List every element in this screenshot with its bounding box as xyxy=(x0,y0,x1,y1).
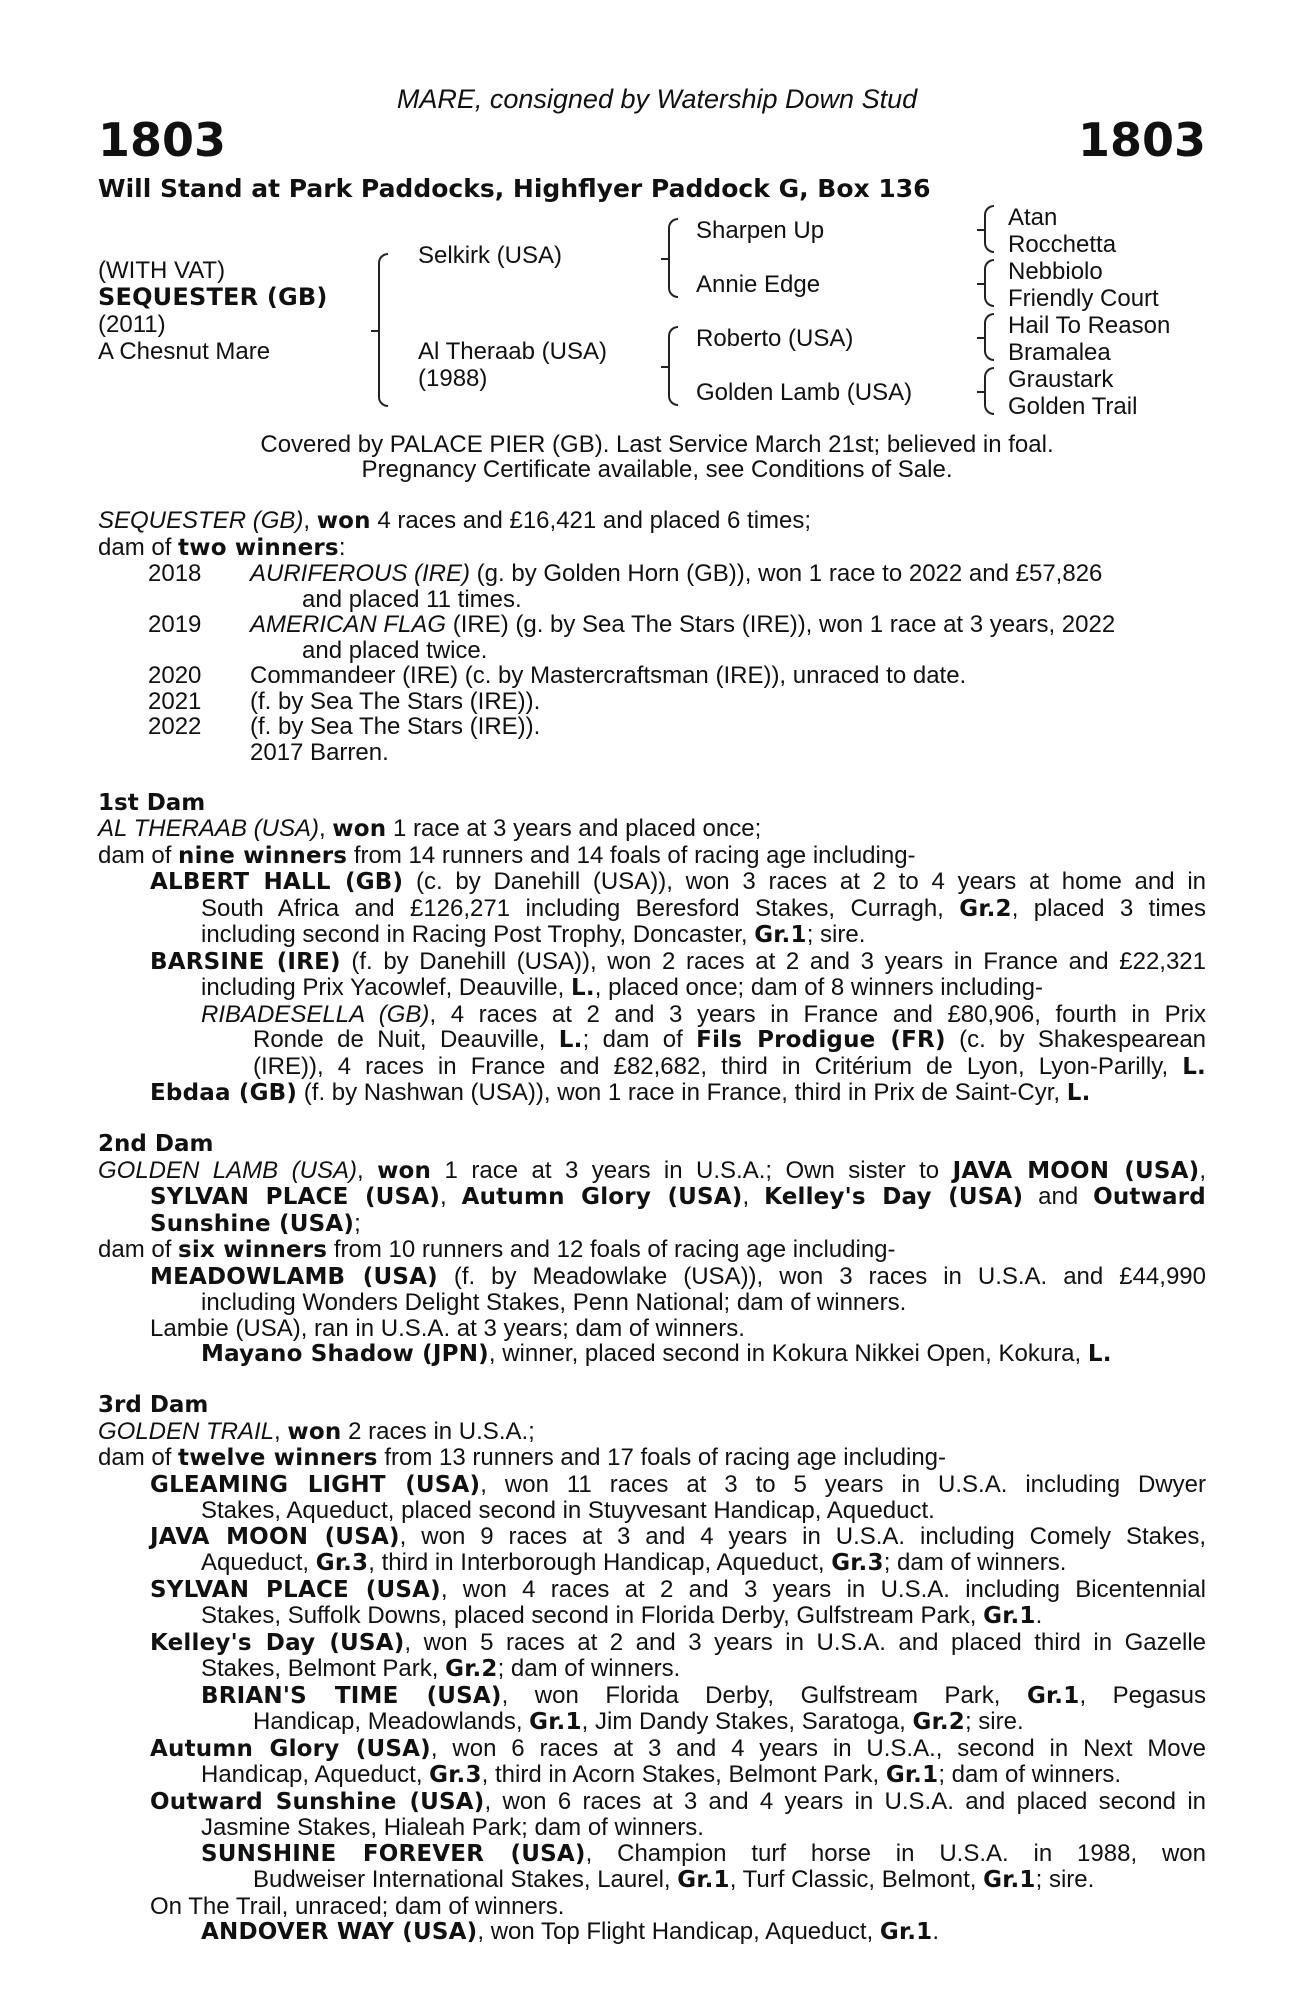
grade-label: L. xyxy=(1182,1053,1206,1080)
progeny-text: , Turf Classic, Belmont, xyxy=(729,1866,984,1893)
pedigree-brace-ss xyxy=(984,205,994,253)
progeny-name: RIBADESELLA (GB) xyxy=(201,1000,430,1028)
produce-text: (IRE) (g. by Sea The Stars (IRE)), won 1 race at 3 years, 2022 xyxy=(446,611,1116,638)
progeny-text: . xyxy=(932,1918,940,1945)
progeny-text: ; sire. xyxy=(964,1708,1024,1735)
dam-year: (1988) xyxy=(418,365,488,392)
progeny-entry-cont xyxy=(98,1867,1206,1894)
grade-label: Gr.3 xyxy=(315,1550,369,1576)
won-label: won xyxy=(332,816,387,842)
mare-name: SEQUESTER (GB) xyxy=(98,507,304,534)
produce-year: 2022 xyxy=(148,713,202,740)
progeny-name: SUNSHINE FOREVER (USA) xyxy=(201,1840,586,1867)
sire-sire: Sharpen Up xyxy=(696,217,825,244)
covered-note xyxy=(0,432,1314,482)
second-dam-section xyxy=(98,1132,1206,1368)
grade-label: Gr.1 xyxy=(885,1762,939,1788)
grade-label: Gr.1 xyxy=(879,1919,933,1945)
horse-name: SEQUESTER (GB) xyxy=(98,283,328,311)
separator: ; xyxy=(354,1209,361,1237)
progeny-entry-cont: Stakes, Aqueduct, placed second in Stuyvesant Handicap, Aqueduct. xyxy=(201,1497,935,1524)
lot-number-left: 1803 xyxy=(98,113,227,167)
progeny-name: Mayano Shadow (JPN) xyxy=(201,1341,489,1367)
progeny-text: , third in Acorn Stakes, Belmont Park, xyxy=(481,1761,886,1788)
progeny-entry-cont xyxy=(98,1054,1206,1081)
progeny-text: , Jim Dandy Stakes, Saratoga, xyxy=(581,1708,913,1735)
grade-label: L. xyxy=(558,1027,583,1053)
progeny-name: MEADOWLAMB (USA) xyxy=(150,1263,438,1290)
pedigree-brace-main xyxy=(378,253,388,407)
ped-ddd: Golden Trail xyxy=(1008,393,1138,420)
progeny-text: , placed once; dam of 8 winners including- xyxy=(594,974,1044,1001)
progeny-text: Stakes, Suffolk Downs, placed second in Florida Derby, Gulfstream Park, xyxy=(201,1602,984,1629)
progeny-entry xyxy=(98,1264,1206,1291)
progeny-text: , Pegasus xyxy=(1079,1681,1206,1709)
dam-of-count: two winners xyxy=(178,534,339,561)
progeny-text: ; sire. xyxy=(1035,1866,1095,1893)
dam-of-end: : xyxy=(338,533,346,561)
progeny-text: , 4 races at 2 and 3 years in France and £80,906, fourth in Prix xyxy=(429,1000,1207,1028)
dam-of-label: dam of xyxy=(98,841,179,869)
progeny-text: ; dam of winners. xyxy=(883,1549,1067,1576)
pedigree-brace-sire xyxy=(668,218,678,298)
progeny-text: (c. by Danehill (USA)), won 3 races at 2 to 4 years at home and in xyxy=(403,868,1206,895)
progeny-entry xyxy=(98,1577,1206,1604)
dam-intro: GOLDEN LAMB (USA), won 1 race at 3 years in U.S.A.; Own sister to JAVA MOON (USA), xyxy=(98,1156,1206,1184)
grade-label: Gr.3 xyxy=(831,1550,884,1576)
progeny-text: , won Florida Derby, Gulfstream Park, xyxy=(501,1681,1027,1709)
produce-row xyxy=(98,663,1206,689)
pedigree-brace-dd xyxy=(984,367,994,415)
ped-dds: Graustark xyxy=(1008,366,1114,393)
progeny-text: (c. by Shakespearean xyxy=(945,1026,1207,1053)
produce-row xyxy=(98,561,1206,587)
pedigree-brace-ds xyxy=(984,313,994,361)
progeny-entry-cont: Jasmine Stakes, Hialeah Park; dam of winners. xyxy=(201,1814,704,1841)
progeny-entry-cont xyxy=(98,1709,1206,1736)
ped-dsd: Bramalea xyxy=(1008,339,1111,366)
dam-intro-cont xyxy=(98,1211,1206,1238)
section-heading: 2nd Dam xyxy=(98,1131,214,1157)
sister-name: Autumn Glory (USA) xyxy=(461,1184,743,1210)
progeny-text: including Prix Yacowlef, Deauville, xyxy=(201,974,571,1001)
grade-label: L. xyxy=(570,975,595,1001)
progeny-entry xyxy=(98,1789,1206,1816)
dam-intro-text: 1 race at 3 years in U.S.A.; Own sister to xyxy=(431,1156,953,1184)
progeny-text: , won Top Flight Handicap, Aqueduct, xyxy=(477,1918,880,1945)
dam-of-label: dam of xyxy=(98,1444,179,1471)
dam-of-label: dam of xyxy=(98,533,179,561)
covered-line-1: Covered by PALACE PIER (GB). Last Service March 21st; believed in foal. xyxy=(260,431,1054,458)
progeny-text: , won 11 races at 3 to 5 years in U.S.A. including Dwyer xyxy=(480,1470,1207,1498)
progeny-text: Handicap, Aqueduct, xyxy=(201,1761,430,1788)
progeny-name: Outward Sunshine (USA) xyxy=(150,1788,485,1815)
progeny-text: Ronde de Nuit, Deauville, xyxy=(253,1026,559,1053)
produce-text: Commandeer (IRE) (c. by Mastercraftsman (IRE)), unraced to date. xyxy=(250,662,967,689)
progeny-text: , won 4 races at 2 and 3 years in U.S.A. including Bicentennial xyxy=(440,1575,1206,1603)
produce-record xyxy=(98,508,1206,765)
progeny-name: GLEAMING LIGHT (USA) xyxy=(150,1471,481,1498)
ped-sss: Atan xyxy=(1008,204,1058,231)
progeny-text: ; dam of winners. xyxy=(938,1761,1122,1788)
dam-name: GOLDEN LAMB (USA) xyxy=(98,1156,357,1184)
produce-row-cont: and placed 11 times. xyxy=(302,585,522,613)
dam-of-label: dam of xyxy=(98,1236,179,1263)
progeny-entry-cont xyxy=(98,896,1206,923)
lot-number-right: 1803 xyxy=(1077,113,1206,167)
ped-ssd: Rocchetta xyxy=(1008,231,1117,258)
dam-intro-cont xyxy=(98,1184,1206,1211)
progeny-text: , won 6 races at 3 and 4 years in U.S.A., second in Next Move xyxy=(430,1734,1207,1762)
produce-year: 2018 xyxy=(148,560,202,587)
progeny-entry xyxy=(98,1683,1206,1710)
dam-intro: GOLDEN TRAIL, won 2 races in U.S.A.; xyxy=(98,1417,535,1445)
sister-name: Outward xyxy=(1093,1184,1206,1210)
ped-sds: Nebbiolo xyxy=(1008,258,1103,285)
produce-row xyxy=(98,612,1206,638)
separator: , xyxy=(440,1183,462,1210)
sister-name: SYLVAN PLACE (USA) xyxy=(150,1184,441,1210)
grade-label: Gr.1 xyxy=(529,1709,582,1735)
progeny-name: SYLVAN PLACE (USA) xyxy=(150,1576,441,1603)
progeny-entry-cont xyxy=(98,1027,1206,1054)
sire-dam: Annie Edge xyxy=(696,271,821,298)
progeny-text: Aqueduct, xyxy=(201,1549,316,1576)
stand-location: Will Stand at Park Paddocks, Highflyer Paddock G, Box 136 xyxy=(98,174,931,203)
horse-year: (2011) xyxy=(98,311,166,338)
separator: , xyxy=(742,1183,765,1210)
dam-of-rest: from 13 runners and 17 foals of racing age including- xyxy=(377,1444,947,1471)
sister-name: Kelley's Day (USA) xyxy=(764,1184,1024,1210)
dam-dam: Golden Lamb (USA) xyxy=(696,379,913,406)
ped-sdd: Friendly Court xyxy=(1008,285,1159,312)
ped-dss: Hail To Reason xyxy=(1008,312,1171,339)
won-label: won xyxy=(316,508,371,534)
grade-label: Gr.1 xyxy=(983,1603,1036,1629)
section-heading: 3rd Dam xyxy=(98,1392,209,1418)
progeny-name: JAVA MOON (USA) xyxy=(150,1523,400,1550)
progeny-text: including second in Racing Post Trophy, Doncaster, xyxy=(201,921,755,948)
dam-of-count: six winners xyxy=(178,1237,328,1263)
progeny-entry-cont xyxy=(98,1550,1206,1577)
progeny-text: , won 5 races at 2 and 3 years in U.S.A. and placed third in Gazelle xyxy=(404,1628,1206,1656)
progeny-text: , won 9 races at 3 and 4 years in U.S.A. including Comely Stakes, xyxy=(399,1522,1206,1550)
produce-year: 2019 xyxy=(148,611,202,638)
grade-label: Gr.2 xyxy=(445,1656,498,1682)
progeny-entry xyxy=(98,1630,1206,1657)
progeny-text: , third in Interborough Handicap, Aqueduct, xyxy=(368,1549,832,1576)
progeny-text: , won 6 races at 3 and 4 years in U.S.A. and placed second in xyxy=(484,1787,1206,1815)
vat-note: (WITH VAT) xyxy=(98,257,226,284)
progeny-entry-cont xyxy=(98,922,1206,949)
progeny-text: (f. by Nashwan (USA)), won 1 race in France, third in Prix de Saint-Cyr, xyxy=(297,1079,1067,1106)
separator: and xyxy=(1023,1183,1094,1210)
progeny-entry-cont xyxy=(98,975,1206,1002)
produce-intro-text: 4 races and £16,421 and placed 6 times; xyxy=(370,507,812,534)
horse-description: A Chesnut Mare xyxy=(98,338,271,365)
first-dam-section xyxy=(98,791,1206,1107)
sire: Selkirk (USA) xyxy=(418,242,563,269)
section-heading: 1st Dam xyxy=(98,789,206,816)
produce-name: AMERICAN FLAG xyxy=(250,611,447,638)
progeny-name: ANDOVER WAY (USA) xyxy=(201,1919,478,1945)
pedigree-brace-dam xyxy=(668,326,678,406)
progeny-entry xyxy=(98,869,1206,896)
dam-of-count: twelve winners xyxy=(178,1445,378,1471)
progeny-entry-cont xyxy=(98,1603,1206,1630)
grade-label: Gr.1 xyxy=(983,1867,1036,1893)
progeny-entry xyxy=(98,1002,1206,1028)
dam-of-rest: from 14 runners and 14 foals of racing age including- xyxy=(347,841,916,869)
produce-name: AURIFEROUS (IRE) xyxy=(250,560,471,587)
dam-intro-text: 2 races in U.S.A.; xyxy=(341,1417,535,1445)
won-label: won xyxy=(377,1157,432,1184)
progeny-entry: On The Trail, unraced; dam of winners. xyxy=(150,1892,565,1920)
progeny-entry-cont: including Wonders Delight Stakes, Penn National; dam of winners. xyxy=(201,1289,907,1316)
catalogue-body xyxy=(98,508,1206,1946)
dam-name: GOLDEN TRAIL xyxy=(98,1417,275,1445)
progeny-entry xyxy=(98,1919,1206,1946)
progeny-entry xyxy=(98,1736,1206,1763)
produce-row xyxy=(98,714,1206,740)
won-label: won xyxy=(287,1418,342,1445)
dam: Al Theraab (USA) xyxy=(418,338,607,365)
dam-of-line xyxy=(98,1237,1206,1264)
produce-year: 2021 xyxy=(148,687,202,715)
progeny-entry-cont xyxy=(98,1656,1206,1683)
progeny-name: Autumn Glory (USA) xyxy=(150,1735,431,1762)
progeny-text: Budweiser International Stakes, Laurel, xyxy=(253,1866,678,1893)
grade-label: L. xyxy=(1087,1341,1112,1367)
grade-label: Gr.2 xyxy=(912,1709,965,1735)
produce-intro: SEQUESTER (GB), won 4 races and £16,421 and placed 6 times; xyxy=(98,507,812,534)
produce-row-cont: and placed twice. xyxy=(302,636,488,664)
produce-text: (g. by Golden Horn (GB)), won 1 race to 2022 and £57,826 xyxy=(470,560,1103,587)
produce-dam-of xyxy=(98,535,1206,562)
progeny-entry xyxy=(98,1472,1206,1499)
progeny-text: . xyxy=(1035,1602,1043,1629)
progeny-name: Kelley's Day (USA) xyxy=(150,1629,405,1656)
progeny-text: , Champion turf horse in U.S.A. in 1988, won xyxy=(585,1839,1206,1867)
third-dam-section xyxy=(98,1393,1206,1946)
progeny-entry xyxy=(98,1524,1206,1551)
grade-label: Gr.1 xyxy=(677,1867,730,1893)
grade-label: Gr.3 xyxy=(429,1762,482,1788)
progeny-text: ; dam of xyxy=(582,1026,697,1053)
progeny-text: , winner, placed second in Kokura Nikkei Open, Kokura, xyxy=(488,1340,1088,1367)
dam-of-line xyxy=(98,1445,1206,1472)
produce-text: (f. by Sea The Stars (IRE)). xyxy=(250,687,541,715)
grade-label: Gr.1 xyxy=(1026,1682,1080,1709)
dam-of-line xyxy=(98,843,1206,870)
sister-name: Sunshine (USA) xyxy=(150,1210,355,1237)
dam-of-count: nine winners xyxy=(178,842,348,869)
sister-name: JAVA MOON (USA) xyxy=(952,1157,1200,1184)
produce-year: 2020 xyxy=(148,662,202,689)
progeny-name: BARSINE (IRE) xyxy=(150,948,341,975)
progeny-text: (IRE)), 4 races in France and £82,682, third in Critérium de Lyon, Lyon-Parilly, xyxy=(253,1052,1183,1080)
progeny-text: Stakes, Belmont Park, xyxy=(201,1655,446,1682)
produce-row xyxy=(98,689,1206,715)
horse-info xyxy=(98,257,328,365)
progeny-name: ALBERT HALL (GB) xyxy=(150,869,404,895)
progeny-entry xyxy=(98,1841,1206,1868)
progeny-text: (f. by Danehill (USA)), won 2 races at 2 and 3 years in France and £22,321 xyxy=(340,947,1206,975)
progeny-name: Ebdaa (GB) xyxy=(150,1080,298,1106)
progeny-entry xyxy=(98,949,1206,976)
progeny-entry xyxy=(98,1080,1206,1107)
progeny-entry xyxy=(98,1341,1206,1368)
covered-line-2: Pregnancy Certificate available, see Conditions of Sale. xyxy=(361,456,953,483)
progeny-name: Fils Prodigue (FR) xyxy=(696,1027,946,1053)
progeny-text: (f. by Meadowlake (USA)), won 3 races in U.S.A. and £44,990 xyxy=(437,1262,1206,1290)
dam-sire: Roberto (USA) xyxy=(696,325,854,352)
produce-text: (f. by Sea The Stars (IRE)). xyxy=(250,713,541,740)
progeny-text: ; sire. xyxy=(806,921,866,948)
barren-note: 2017 Barren. xyxy=(250,738,389,766)
pedigree-brace-sd xyxy=(984,259,994,307)
consignor-line: MARE, consigned by Watership Down Stud xyxy=(396,84,918,114)
progeny-text: ; dam of winners. xyxy=(497,1655,681,1682)
dam-of-rest: from 10 runners and 12 foals of racing age including- xyxy=(327,1236,896,1263)
progeny-text: South Africa and £126,271 including Beresford Stakes, Curragh, xyxy=(201,894,960,922)
progeny-text: , placed 3 times xyxy=(1011,894,1206,922)
progeny-entry-cont xyxy=(98,1762,1206,1789)
progeny-name: BRIAN'S TIME (USA) xyxy=(201,1682,502,1709)
progeny-entry: Lambie (USA), ran in U.S.A. at 3 years; dam of winners. xyxy=(150,1314,745,1342)
dam-intro-text: 1 race at 3 years and placed once; xyxy=(386,815,762,842)
grade-label: Gr.2 xyxy=(959,895,1012,922)
grade-label: L. xyxy=(1066,1080,1091,1106)
dam-intro: AL THERAAB (USA), won 1 race at 3 years and placed once; xyxy=(98,815,762,842)
dam-name: AL THERAAB (USA) xyxy=(98,815,319,842)
grade-label: Gr.1 xyxy=(754,922,807,948)
progeny-text: Handicap, Meadowlands, xyxy=(253,1708,530,1735)
